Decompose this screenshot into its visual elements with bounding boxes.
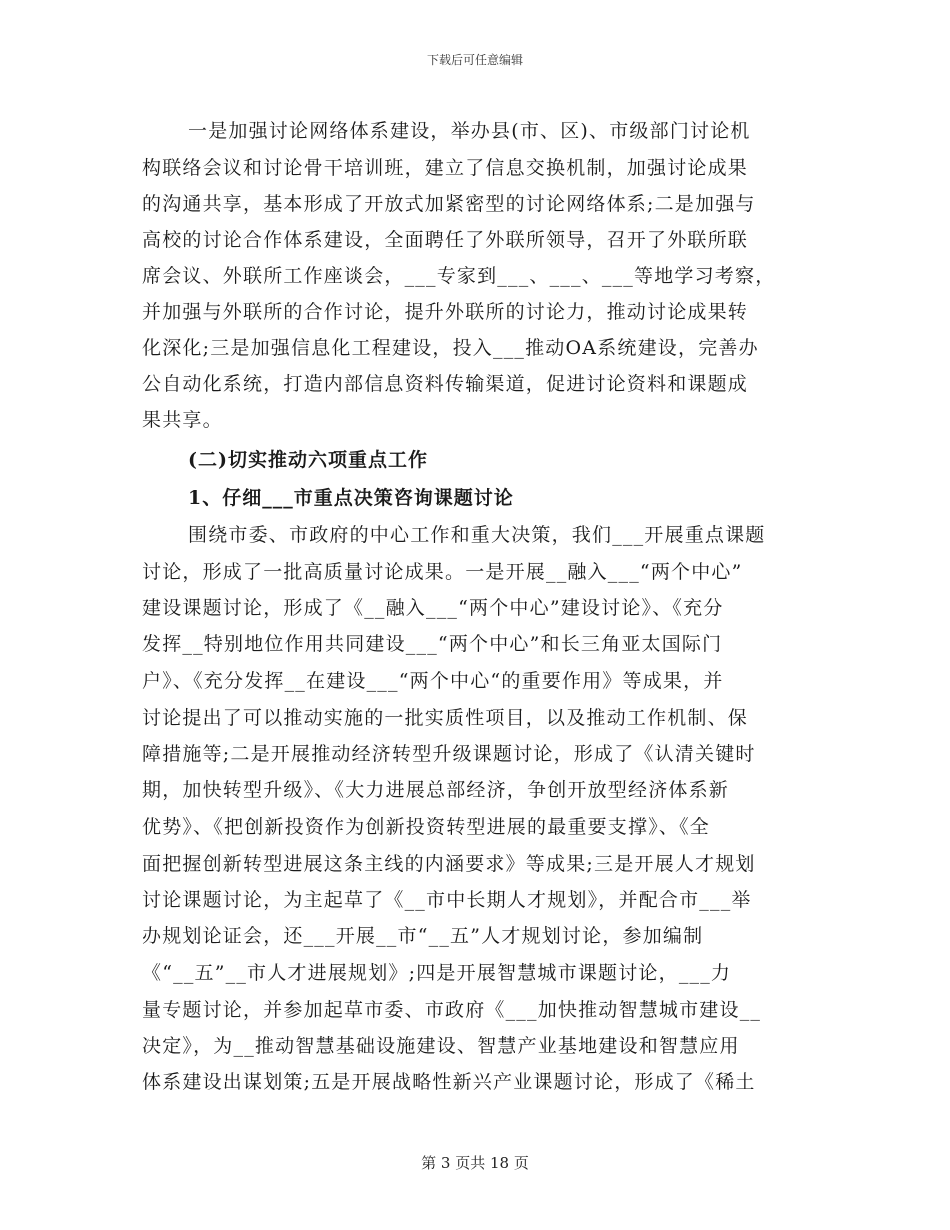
text-line: 高校的讨论合作体系建设，全面聘任了外联所领导，召开了外联所联 — [142, 229, 749, 251]
page-header: 下载后可任意编辑 — [426, 53, 523, 67]
text-line: 果共享。 — [142, 409, 223, 431]
text-line: 期，加快转型升级》、《大力进展总部经济，争创开放型经济体系新 — [142, 779, 730, 801]
subsection-heading: 1、仔细___市重点决策咨询课题讨论 — [188, 487, 514, 509]
text-line: 讨论提出了可以推动实施的一批实质性项目，以及推动工作机制、保 — [142, 707, 749, 729]
section-heading: (二)切实推动六项重点工作 — [188, 449, 428, 471]
text-line: 的沟通共享，基本形成了开放式加紧密型的讨论网络体系;二是加强与 — [142, 193, 756, 215]
text-line: 障措施等;二是开展推动经济转型升级课题讨论，形成了《认清关键时 — [142, 743, 756, 765]
text-line: 围绕市委、市政府的中心工作和重大决策，我们___开展重点课题 — [188, 524, 766, 546]
text-line: 《“__五”__市人才进展规划》;四是开展智慧城市课题讨论，___力 — [142, 962, 732, 984]
page-footer: 第 3 页共 18 页 — [421, 1154, 529, 1172]
text-line: 构联络会议和讨论骨干培训班，建立了信息交换机制，加强讨论成果 — [142, 157, 749, 179]
text-line: 一是加强讨论网络体系建设，举办县(市、区)、市级部门讨论机 — [188, 120, 751, 142]
text-line: 办规划论证会，还___开展__市“__五”人才规划讨论，参加编制 — [142, 925, 704, 947]
text-line: 发挥__特别地位作用共同建设___“两个中心”和长三角亚太国际门 — [142, 633, 723, 655]
text-line: 公自动化系统，打造内部信息资料传输渠道，促进讨论资料和课题成 — [142, 373, 749, 395]
text-line: 决定》，为__推动智慧基础设施建设、智慧产业基地建设和智慧应用 — [142, 1035, 740, 1057]
text-line: 优势》、《把创新投资作为创新投资转型进展的最重要支撑》、《全 — [142, 816, 711, 838]
text-line: 体系建设出谋划策;五是开展战略性新兴产业课题讨论，形成了《稀土 — [142, 1071, 756, 1093]
text-line: 面把握创新转型进展这条主线的内涵要求》等成果;三是开展人才规划 — [142, 853, 756, 875]
text-line: 户》、《充分发挥__在建设___“两个中心“的重要作用》等成果，并 — [142, 670, 724, 692]
text-line: 化深化;三是加强信息化工程建设，投入___推动OA系统建设，完善办 — [142, 337, 759, 359]
text-line: 讨论课题讨论，为主起草了《__市中长期人才规划》，并配合市___举 — [142, 889, 752, 911]
text-line: 并加强与外联所的合作讨论，提升外联所的讨论力，推动讨论成果转 — [142, 301, 749, 323]
text-line: 建设课题讨论，形成了《__融入___“两个中心”建设讨论》、《充分 — [142, 597, 724, 619]
text-line: 席会议、外联所工作座谈会，___专家到___、___、___等地学习考察， — [142, 265, 776, 287]
text-line: 量专题讨论，并参加起草市委、市政府《___加快推动智慧城市建设__ — [142, 999, 762, 1021]
text-line: 讨论，形成了一批高质量讨论成果。一是开展__融入___“两个中心” — [142, 561, 743, 583]
